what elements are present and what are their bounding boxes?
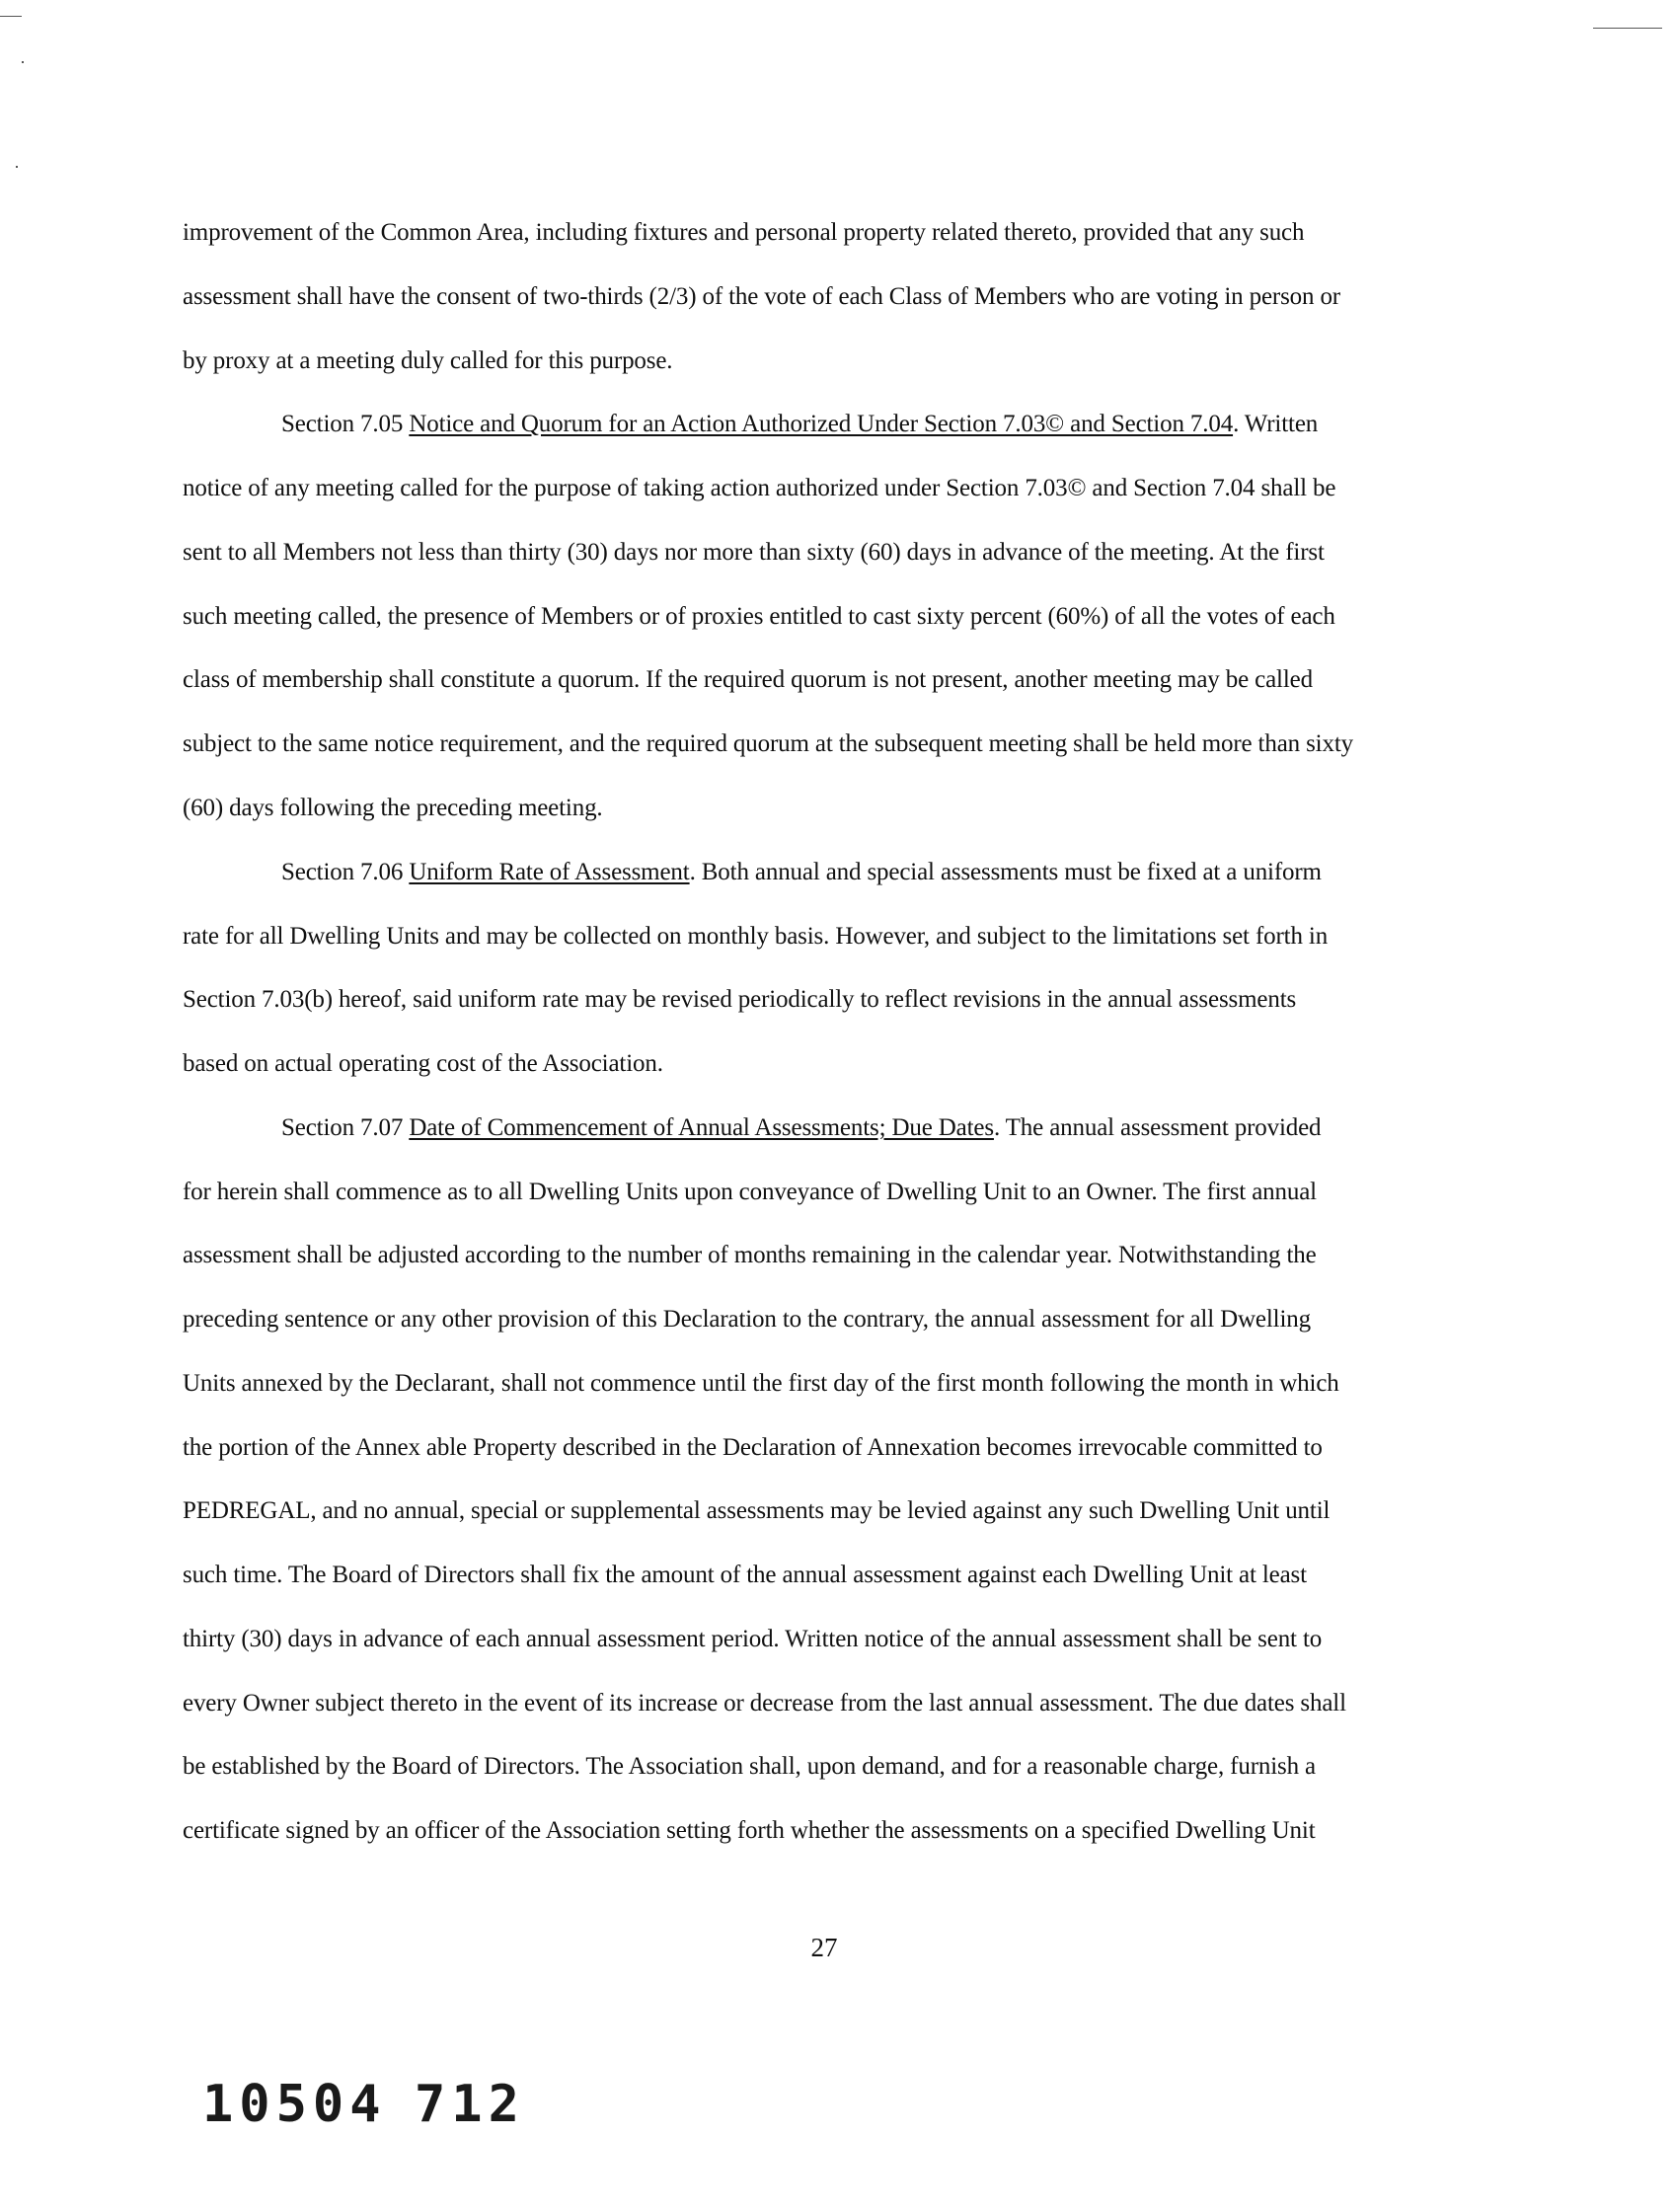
p1-line-3: by proxy at a meeting duly called for this purpose. xyxy=(183,347,673,374)
section-7-06-line-2: rate for all Dwelling Units and may be collected on monthly basis. However, and subject to the limitations set forth in xyxy=(183,923,1329,950)
section-7-05-line1-tail: . Written xyxy=(1233,411,1319,437)
section-7-07-line-3: assessment shall be adjusted according to the number of months remaining in the calendar year. Notwithstanding the xyxy=(183,1242,1317,1268)
section-7-07-line-5: Units annexed by the Declarant, shall not commence until the first day of the first month following the month in which xyxy=(183,1370,1339,1397)
section-7-07-heading: Date of Commencement of Annual Assessments; Due Dates xyxy=(409,1114,994,1141)
section-7-06-line-4: based on actual operating cost of the Association. xyxy=(183,1050,663,1077)
scan-mark-top-right xyxy=(1593,28,1662,29)
scan-mark-top-left xyxy=(0,16,22,17)
section-7-05-heading: Notice and Quorum for an Action Authorized Under Section 7.03© and Section 7.04 xyxy=(409,411,1234,437)
section-7-07-line-12: certificate signed by an officer of the Association setting forth whether the assessments on a specified Dwelling Unit xyxy=(183,1817,1316,1844)
section-7-07-first-line xyxy=(281,1114,1321,1142)
section-7-05-line-6: subject to the same notice requirement, and the required quorum at the subsequent meeting shall be held more than sixty xyxy=(183,730,1353,757)
scan-mark-left-2 xyxy=(16,166,18,168)
section-7-06-line-3: Section 7.03(b) hereof, said uniform rate may be revised periodically to reflect revisions in the annual assessments xyxy=(183,986,1297,1013)
section-7-07-line-4: preceding sentence or any other provision of this Declaration to the contrary, the annual assessment for all Dwelling xyxy=(183,1306,1311,1333)
section-7-05-line-3: sent to all Members not less than thirty (30) days nor more than sixty (60) days in advance of the meeting. At the first xyxy=(183,539,1325,566)
section-7-07-line-6: the portion of the Annex able Property described in the Declaration of Annexation becomes irrevocable committed to xyxy=(183,1434,1323,1461)
section-7-07-line-10: every Owner subject thereto in the event of its increase or decrease from the last annual assessment. The due dates shall xyxy=(183,1690,1346,1716)
section-7-06-label: Section 7.06 xyxy=(281,859,404,885)
section-7-07-line-9: thirty (30) days in advance of each annual assessment period. Written notice of the annual assessment shall be sent to xyxy=(183,1626,1323,1652)
section-7-07-line-2: for herein shall commence as to all Dwelling Units upon conveyance of Dwelling Unit to an Owner. The first annual xyxy=(183,1179,1317,1205)
section-7-05-line-5: class of membership shall constitute a quorum. If the required quorum is not present, another meeting may be called xyxy=(183,666,1313,693)
section-7-07-line-11: be established by the Board of Directors. The Association shall, upon demand, and for a reasonable charge, furnish a xyxy=(183,1753,1317,1780)
section-7-07-label: Section 7.07 xyxy=(281,1114,404,1141)
section-7-07-line-8: such time. The Board of Directors shall fix the amount of the annual assessment against each Dwelling Unit at least xyxy=(183,1562,1307,1588)
p1-line-2: assessment shall have the consent of two-thirds (2/3) of the vote of each Class of Members who are voting in person or xyxy=(183,283,1340,310)
recording-stamp-page: 712 xyxy=(415,2075,525,2134)
section-7-05-line-4: such meeting called, the presence of Members or of proxies entitled to cast sixty percent (60%) of all the votes of each xyxy=(183,603,1335,630)
section-7-05-line-7: (60) days following the preceding meeting. xyxy=(183,795,603,821)
section-7-06-heading: Uniform Rate of Assessment xyxy=(409,859,690,885)
p1-line-1: improvement of the Common Area, including fixtures and personal property related thereto, provided that any such xyxy=(183,219,1305,246)
recording-stamp-book: 10504 xyxy=(202,2075,387,2134)
section-7-05-first-line xyxy=(281,411,1318,438)
section-7-07-line1-tail: . The annual assessment provided xyxy=(993,1114,1322,1141)
scan-mark-left-1 xyxy=(22,61,24,63)
page-number: 27 xyxy=(810,1933,838,1962)
section-7-05-line-2: notice of any meeting called for the purpose of taking action authorized under Section 7.03© and Section 7.04 shall be xyxy=(183,475,1336,501)
section-7-06-line1-tail: . Both annual and special assessments must be fixed at a uniform xyxy=(689,859,1322,885)
section-7-06-first-line xyxy=(281,859,1322,886)
section-7-07-line-7: PEDREGAL, and no annual, special or supplemental assessments may be levied against any such Dwelling Unit until xyxy=(183,1497,1331,1524)
section-7-05-label: Section 7.05 xyxy=(281,411,404,437)
